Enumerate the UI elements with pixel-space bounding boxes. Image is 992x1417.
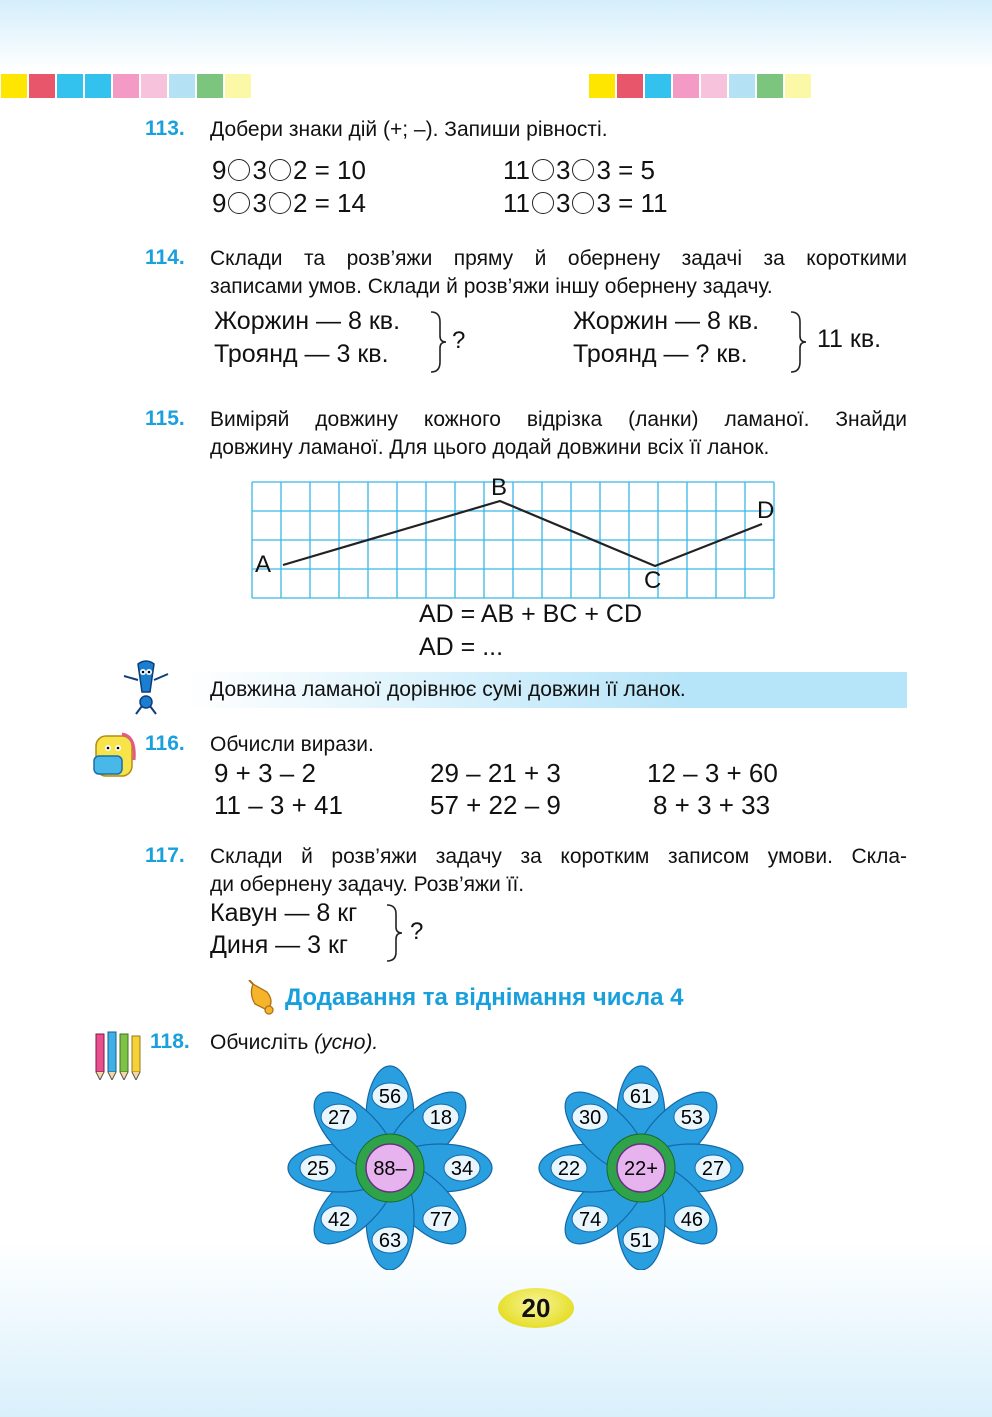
total-label: 11 кв. <box>817 325 882 353</box>
petal-number: 22 <box>557 1158 581 1180</box>
stripe-cell <box>896 73 924 99</box>
condition-line: Троянд — ? кв. <box>573 340 748 368</box>
exercise-113-number: 113. <box>145 117 185 140</box>
petal-number: 77 <box>429 1208 453 1231</box>
stripe-cell <box>476 73 504 99</box>
petal-number: 18 <box>429 1107 453 1130</box>
point-label-b: B <box>491 474 508 501</box>
exercise-115-task-line1: Виміряй довжину кожного відрізка (ланки) ламаної. Знайди <box>210 408 907 431</box>
exclamation-mascot-icon <box>118 656 174 716</box>
stripe-cell <box>336 73 364 99</box>
stripe-cell <box>532 73 560 99</box>
exercise-118-number: 118. <box>150 1030 190 1053</box>
exercise-113-task: Добери знаки дій (+; –). Запиши рівності. <box>210 118 608 141</box>
stripe-cell <box>28 73 56 99</box>
stripe-cell <box>560 73 588 99</box>
stripe-cell <box>252 73 280 99</box>
petal-number: 27 <box>701 1158 725 1180</box>
petal-number: 56 <box>378 1086 402 1108</box>
equation-row: 11 3 3 = 5 <box>503 155 656 185</box>
stripe-cell <box>784 73 812 99</box>
expression: 29 – 21 + 3 <box>430 758 561 788</box>
petal-number: 34 <box>450 1158 474 1180</box>
stripe-cell <box>168 73 196 99</box>
question-mark: ? <box>410 918 424 945</box>
bell-icon <box>245 980 281 1016</box>
brace-icon <box>384 903 404 963</box>
exercise-116-number: 116. <box>145 732 185 755</box>
formula-line: AD = AB + BC + CD <box>419 600 643 628</box>
exercise-117-task-line1: Склади й розв’яжи задачу за коротким записом умови. Скла- <box>210 845 907 868</box>
exercise-117-number: 117. <box>145 844 185 867</box>
stripe-cell <box>56 73 84 99</box>
stripe-cell <box>140 73 168 99</box>
blank-circle[interactable] <box>269 159 291 181</box>
question-mark: ? <box>452 327 466 354</box>
blank-circle[interactable] <box>269 192 291 214</box>
expression: 57 + 22 – 9 <box>430 790 561 820</box>
blank-circle[interactable] <box>572 192 594 214</box>
exercise-114-task-line1: Склади та розв’яжи пряму й обернену задачі за короткими <box>210 247 907 270</box>
expression: 8 + 3 + 33 <box>653 790 771 820</box>
equation-row: 11 3 3 = 11 <box>503 188 668 218</box>
condition-line: Жоржин — 8 кв. <box>214 307 401 335</box>
exercise-117-task-line2: ди обернену задачу. Розв’яжи її. <box>210 873 525 896</box>
exercise-115-task-line2: довжину ламаної. Для цього додай довжини всіх її ланок. <box>210 436 770 459</box>
stripe-cell <box>840 73 868 99</box>
petal-number: 46 <box>680 1208 704 1231</box>
petal-number: 74 <box>578 1208 602 1231</box>
equation-row: 9 3 2 = 14 <box>212 188 366 218</box>
expression: 11 – 3 + 41 <box>214 790 343 820</box>
petal-number: 51 <box>629 1230 653 1252</box>
flower-center-label: 88– <box>373 1158 407 1180</box>
page-number: 20 <box>498 1288 574 1328</box>
stripe-cell <box>224 73 252 99</box>
blank-circle[interactable] <box>228 192 250 214</box>
petal-number: 61 <box>629 1086 653 1108</box>
blank-circle[interactable] <box>532 192 554 214</box>
brace-icon <box>788 310 808 374</box>
petal-number: 53 <box>680 1107 704 1130</box>
petal-number: 42 <box>327 1208 351 1231</box>
flower-center-label: 22+ <box>624 1158 658 1180</box>
condition-line: Кавун — 8 кг <box>210 899 358 927</box>
stripe-cell <box>196 73 224 99</box>
condition-line: Троянд — 3 кв. <box>214 340 389 368</box>
stripe-cell <box>812 73 840 99</box>
stripe-cell <box>728 73 756 99</box>
blank-circle[interactable] <box>532 159 554 181</box>
expression: 9 + 3 – 2 <box>214 758 316 788</box>
flower-left <box>288 1066 492 1270</box>
rule-text: Довжина ламаної дорівнює сумі довжин її ланок. <box>210 678 686 701</box>
section-title: Додавання та віднімання числа 4 <box>285 984 684 1011</box>
stripe-cell <box>980 73 992 99</box>
exercise-114-number: 114. <box>145 246 185 269</box>
pencils-icon <box>88 1028 144 1080</box>
stripe-cell <box>644 73 672 99</box>
exercise-115-number: 115. <box>145 407 185 430</box>
stripe-cell <box>0 73 28 99</box>
exercise-114-task-line2: записами умов. Склади й розв’яжи іншу обернену задачу. <box>210 275 773 298</box>
stripe-cell <box>672 73 700 99</box>
stripe-cell <box>84 73 112 99</box>
flower-right <box>539 1066 743 1270</box>
stripe-cell <box>364 73 392 99</box>
blank-circle[interactable] <box>572 159 594 181</box>
equation-row: 9 3 2 = 10 <box>212 155 366 185</box>
point-label-c: C <box>644 567 662 594</box>
petal-number: 27 <box>327 1107 351 1130</box>
stripe-cell <box>952 73 980 99</box>
petal-number: 30 <box>578 1107 602 1130</box>
condition-line: Диня — 3 кг <box>210 931 349 959</box>
exercise-118-task: Обчисліть (усно). <box>210 1031 379 1054</box>
brace-icon <box>428 310 448 374</box>
blank-circle[interactable] <box>228 159 250 181</box>
stripe-cell <box>392 73 420 99</box>
stripe-cell <box>420 73 448 99</box>
stripe-cell <box>448 73 476 99</box>
flowers-container <box>270 1055 770 1270</box>
petal-number: 25 <box>306 1158 330 1180</box>
stripe-cell <box>308 73 336 99</box>
exercise-116-task: Обчисли вирази. <box>210 733 374 756</box>
stripe-cell <box>756 73 784 99</box>
petal-number: 63 <box>378 1230 402 1252</box>
stripe-cell <box>112 73 140 99</box>
stripe-cell <box>280 73 308 99</box>
stripe-cell <box>700 73 728 99</box>
expression: 12 – 3 + 60 <box>647 758 778 788</box>
point-label-a: A <box>255 551 272 578</box>
stripe-cell <box>588 73 616 99</box>
formula-line: AD = ... <box>419 633 504 661</box>
stripe-cell <box>924 73 952 99</box>
stripe-cell <box>504 73 532 99</box>
point-label-d: D <box>757 497 775 524</box>
stripe-cell <box>616 73 644 99</box>
backpack-icon <box>88 726 144 782</box>
polyline-grid <box>240 472 800 604</box>
stripe-cell <box>868 73 896 99</box>
header-color-stripe <box>0 73 992 99</box>
condition-line: Жоржин — 8 кв. <box>573 307 760 335</box>
